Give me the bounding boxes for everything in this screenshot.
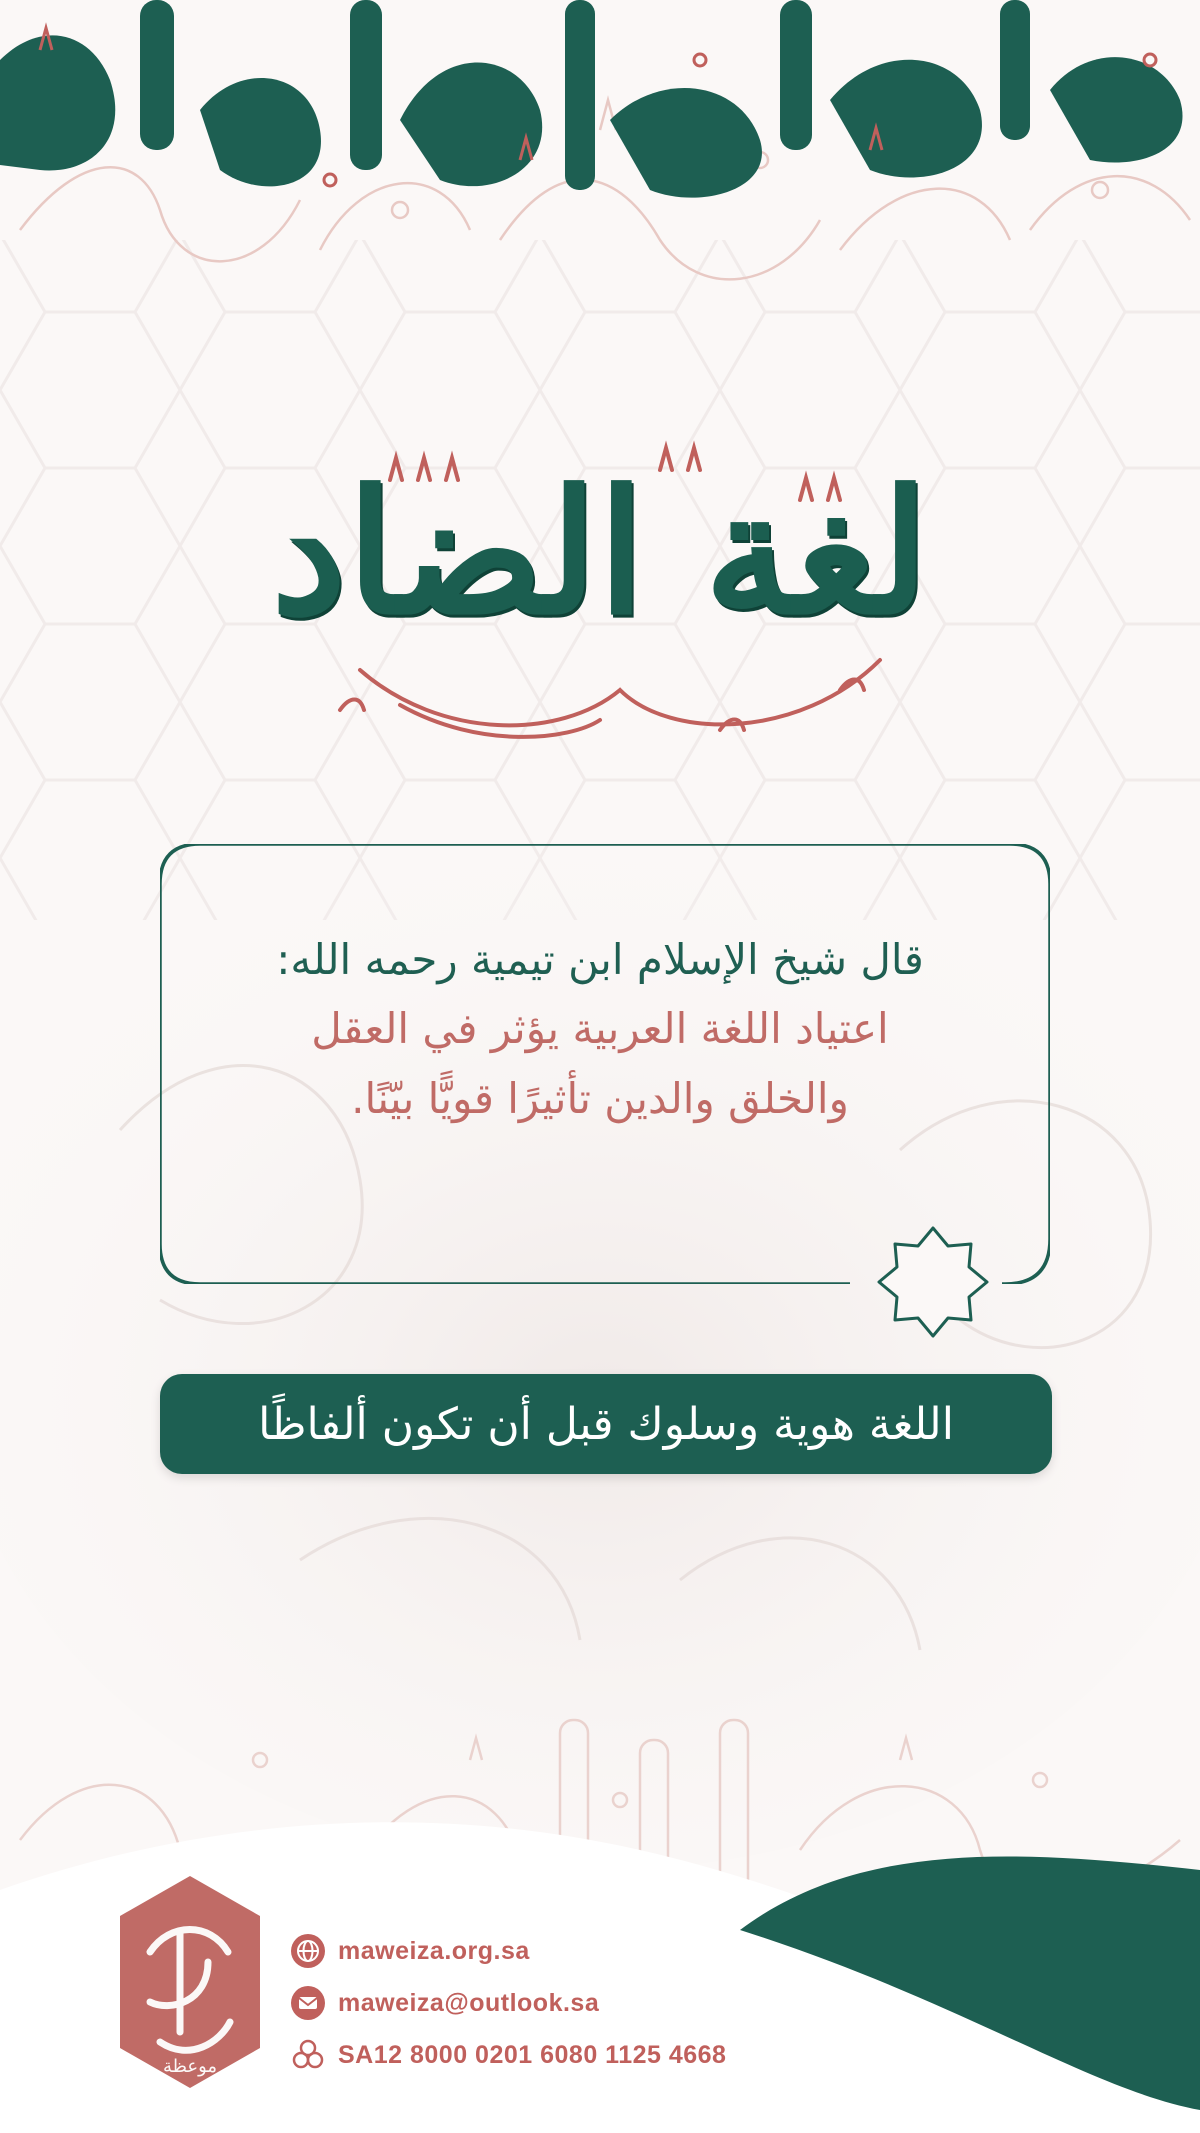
slogan-text: اللغة هوية وسلوك قبل أن تكون ألفاظًا <box>258 1398 954 1450</box>
contact-info <box>290 1925 790 2081</box>
email-row[interactable] <box>290 1977 790 2029</box>
bank-icon <box>290 2037 326 2073</box>
header-calligraphy-art <box>0 0 1200 320</box>
iban-text: SA12 8000 0201 6080 1125 4668 <box>338 2040 727 2069</box>
quote-line-2: والخلق والدين تأثيرًا قويًّا بيّنًا. <box>351 1073 849 1123</box>
email-text[interactable]: maweiza@outlook.sa <box>338 1988 600 2017</box>
quote-intro: قال شيخ الإسلام ابن تيمية رحمه الله: <box>276 935 924 984</box>
website-row[interactable] <box>290 1925 790 1977</box>
quote-line-1: اعتياد اللغة العربية يؤثر في العقل <box>311 1004 889 1054</box>
eight-point-star-icon <box>873 1222 993 1342</box>
page-title: لغة الضاد <box>270 453 930 653</box>
mail-icon <box>290 1985 326 2021</box>
quote-text-block <box>200 925 1000 1133</box>
website-text[interactable]: maweiza.org.sa <box>338 1936 530 1965</box>
globe-icon <box>290 1933 326 1969</box>
maweiza-logo <box>110 1872 270 2092</box>
logo-text: موعظة <box>162 2056 218 2077</box>
slogan-banner <box>160 1374 1052 1474</box>
iban-row <box>290 2029 790 2081</box>
